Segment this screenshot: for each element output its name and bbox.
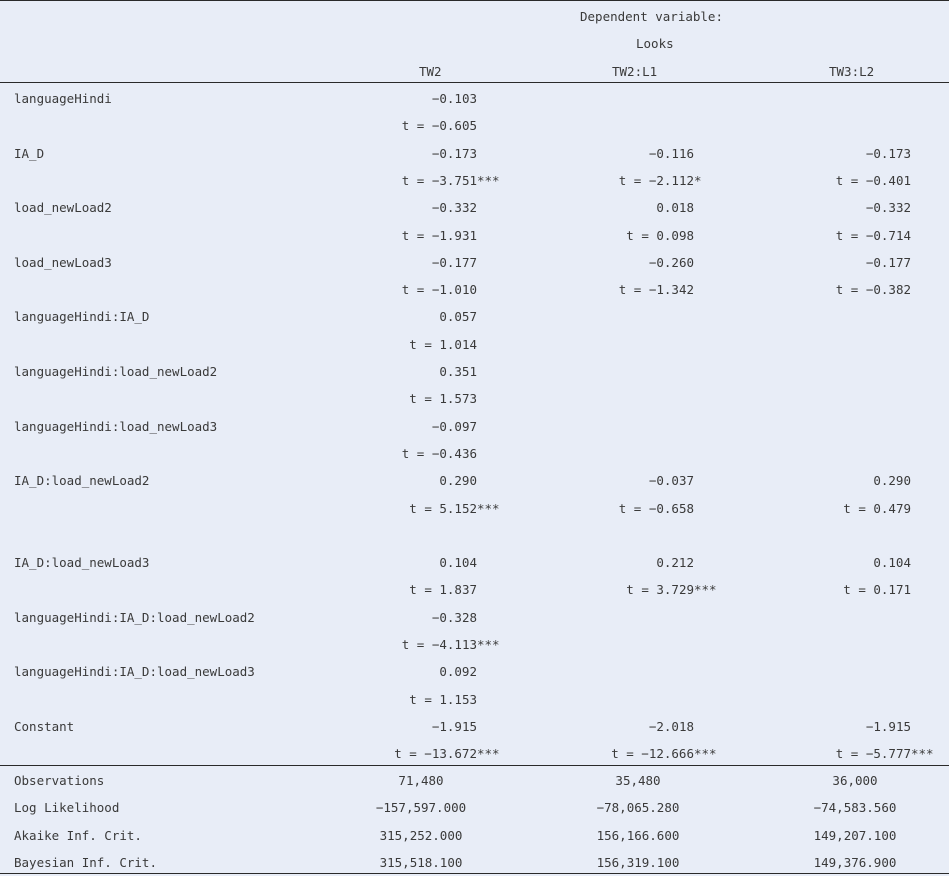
top-rule bbox=[0, 0, 949, 1]
coef-label: languageHindi:load_newLoad3 bbox=[14, 418, 218, 434]
stat-value: −74,583.560 bbox=[813, 800, 897, 816]
coef-value: 0.290 bbox=[873, 473, 911, 489]
coef-value: −0.177 bbox=[431, 254, 477, 270]
tstat-text: t = 0.171 bbox=[843, 582, 911, 598]
coef-row bbox=[0, 413, 949, 440]
tstat-value bbox=[618, 167, 702, 194]
significance-stars: *** bbox=[477, 637, 500, 652]
tstat-row bbox=[0, 740, 949, 767]
stat-value: 156,166.600 bbox=[596, 827, 680, 843]
coef-value: −2.018 bbox=[648, 718, 694, 734]
tstat-value bbox=[611, 740, 717, 767]
coef-label: IA_D:load_newLoad2 bbox=[14, 473, 150, 489]
significance-stars: *** bbox=[477, 500, 500, 516]
coef-label: IA_D:load_newLoad3 bbox=[14, 555, 150, 571]
stat-label: Observations bbox=[14, 773, 105, 788]
coef-row bbox=[0, 658, 949, 685]
tstat-row bbox=[0, 495, 949, 522]
significance-stars: *** bbox=[694, 582, 717, 598]
tstat-value bbox=[626, 576, 717, 603]
coef-value: −0.037 bbox=[648, 473, 694, 489]
tstat-value bbox=[402, 112, 477, 139]
tstat-text: t = −0.382 bbox=[835, 282, 911, 298]
coef-value: 0.212 bbox=[656, 555, 694, 571]
tstat-value bbox=[619, 495, 694, 522]
tstat-value bbox=[402, 440, 477, 467]
coef-row bbox=[0, 604, 949, 631]
tstat-value bbox=[409, 331, 477, 358]
coef-value: 0.351 bbox=[439, 364, 477, 379]
coef-value: −0.103 bbox=[431, 91, 477, 106]
tstat-text: t = 1.014 bbox=[409, 336, 477, 352]
tstat-value bbox=[835, 740, 934, 767]
coef-value: −0.173 bbox=[431, 145, 477, 161]
coef-value: 0.057 bbox=[439, 309, 477, 325]
significance-stars: *** bbox=[694, 746, 717, 762]
tstat-text: t = 1.153 bbox=[409, 691, 477, 707]
bottom-rule bbox=[0, 873, 949, 874]
tstat-text: t = −1.010 bbox=[401, 282, 477, 298]
tstat-value bbox=[409, 385, 477, 412]
tstat-row bbox=[0, 276, 949, 303]
stat-row bbox=[0, 822, 949, 849]
stat-label: Bayesian Inf. Crit. bbox=[14, 854, 157, 870]
coef-value: −0.097 bbox=[431, 418, 477, 434]
significance-stars: *** bbox=[477, 746, 500, 762]
coef-label: Constant bbox=[14, 718, 75, 734]
tstat-value bbox=[836, 276, 911, 303]
stat-value: 35,480 bbox=[615, 773, 661, 788]
tstat-row bbox=[0, 686, 949, 713]
coef-value: −0.332 bbox=[865, 200, 911, 216]
tstat-text: t = −1.931 bbox=[401, 227, 477, 243]
tstat-value bbox=[843, 576, 911, 603]
significance-stars: * bbox=[694, 172, 702, 188]
stat-label: Akaike Inf. Crit. bbox=[14, 827, 142, 843]
coef-row bbox=[0, 140, 949, 167]
stat-value: −78,065.280 bbox=[596, 800, 680, 816]
stat-value: 71,480 bbox=[398, 773, 444, 788]
tstat-row bbox=[0, 167, 949, 194]
tstat-text: t = −0.658 bbox=[618, 500, 694, 516]
tstat-row bbox=[0, 631, 949, 658]
tstat-text: t = 1.573 bbox=[409, 391, 477, 407]
tstat-text: t = 0.479 bbox=[843, 500, 911, 516]
stat-value: −157,597.000 bbox=[375, 800, 467, 816]
coef-value: −0.173 bbox=[865, 145, 911, 161]
tstat-value bbox=[836, 167, 911, 194]
stat-value: 315,518.100 bbox=[379, 854, 463, 870]
stat-row bbox=[0, 849, 949, 876]
coef-label: languageHindi:IA_D:load_newLoad2 bbox=[14, 609, 255, 625]
tstat-value bbox=[401, 631, 500, 658]
coef-value: −0.328 bbox=[431, 609, 477, 625]
stat-value: 149,207.100 bbox=[813, 827, 897, 843]
tstat-value bbox=[409, 576, 477, 603]
tstat-text: t = 1.837 bbox=[409, 582, 477, 598]
coef-value: −0.260 bbox=[648, 254, 694, 270]
tstat-row bbox=[0, 331, 949, 358]
coef-value: −0.332 bbox=[431, 200, 477, 216]
tstat-row bbox=[0, 385, 949, 412]
stat-value: 149,376.900 bbox=[813, 854, 897, 870]
coef-value: −0.177 bbox=[865, 254, 911, 270]
stats-rule bbox=[0, 765, 949, 766]
tstat-value bbox=[401, 167, 500, 194]
tstat-text: t = −5.777 bbox=[835, 746, 911, 762]
tstat-text: t = 3.729 bbox=[626, 582, 694, 598]
column-header-3: TW3:L2 bbox=[829, 64, 875, 79]
coef-value: 0.092 bbox=[439, 664, 477, 680]
coef-row bbox=[0, 194, 949, 221]
coef-label: languageHindi:IA_D:load_newLoad3 bbox=[14, 664, 255, 680]
tstat-text: t = −1.342 bbox=[618, 282, 694, 298]
dependent-variable-label: Dependent variable: bbox=[580, 9, 723, 24]
tstat-text: t = −0.605 bbox=[401, 118, 477, 134]
coef-value: −1.915 bbox=[431, 718, 477, 734]
tstat-text: t = 5.152 bbox=[409, 500, 477, 516]
tstat-text: t = −4.113 bbox=[401, 637, 477, 652]
tstat-text: t = −2.112 bbox=[618, 172, 694, 188]
coef-label: languageHindi:IA_D bbox=[14, 309, 150, 325]
coef-row bbox=[0, 358, 949, 385]
stat-value: 36,000 bbox=[832, 773, 878, 788]
significance-stars: *** bbox=[911, 746, 934, 762]
tstat-text: t = −3.751 bbox=[401, 172, 477, 188]
coef-label: languageHindi bbox=[14, 91, 112, 106]
coef-value: −0.116 bbox=[648, 145, 694, 161]
tstat-value bbox=[836, 222, 911, 249]
stat-label: Log Likelihood bbox=[14, 800, 120, 816]
tstat-text: t = −0.401 bbox=[835, 172, 911, 188]
stat-row bbox=[0, 794, 949, 821]
coef-row bbox=[0, 549, 949, 576]
tstat-value bbox=[843, 495, 911, 522]
tstat-text: t = 0.098 bbox=[626, 227, 694, 243]
tstat-text: t = −0.436 bbox=[401, 445, 477, 461]
coef-row bbox=[0, 467, 949, 494]
tstat-text: t = −13.672 bbox=[394, 746, 477, 762]
stat-row bbox=[0, 767, 949, 794]
tstat-row bbox=[0, 576, 949, 603]
tstat-text: t = −0.714 bbox=[835, 227, 911, 243]
tstat-row bbox=[0, 112, 949, 139]
header-rule bbox=[0, 82, 949, 83]
tstat-text: t = −12.666 bbox=[611, 746, 694, 762]
coef-label: languageHindi:load_newLoad2 bbox=[14, 364, 218, 379]
tstat-value bbox=[409, 686, 477, 713]
coef-row bbox=[0, 85, 949, 112]
column-header-1: TW2 bbox=[419, 64, 442, 79]
coef-value: 0.104 bbox=[873, 555, 911, 571]
coef-value: 0.018 bbox=[656, 200, 694, 216]
coef-row bbox=[0, 303, 949, 330]
coef-value: 0.104 bbox=[439, 555, 477, 571]
tstat-row bbox=[0, 222, 949, 249]
tstat-value bbox=[626, 222, 694, 249]
coef-label: load_newLoad3 bbox=[14, 254, 112, 270]
stat-value: 315,252.000 bbox=[379, 827, 463, 843]
stat-value: 156,319.100 bbox=[596, 854, 680, 870]
tstat-value bbox=[402, 276, 477, 303]
dependent-variable-name: Looks bbox=[636, 36, 674, 51]
coef-value: 0.290 bbox=[439, 473, 477, 489]
tstat-value bbox=[409, 495, 500, 522]
tstat-value bbox=[619, 276, 694, 303]
coef-row bbox=[0, 249, 949, 276]
tstat-value bbox=[402, 222, 477, 249]
coef-label: load_newLoad2 bbox=[14, 200, 112, 216]
tstat-row bbox=[0, 440, 949, 467]
significance-stars: *** bbox=[477, 172, 500, 188]
column-header-2: TW2:L1 bbox=[612, 64, 658, 79]
tstat-value bbox=[394, 740, 500, 767]
coef-label: IA_D bbox=[14, 145, 45, 161]
coef-row bbox=[0, 713, 949, 740]
coef-value: −1.915 bbox=[865, 718, 911, 734]
